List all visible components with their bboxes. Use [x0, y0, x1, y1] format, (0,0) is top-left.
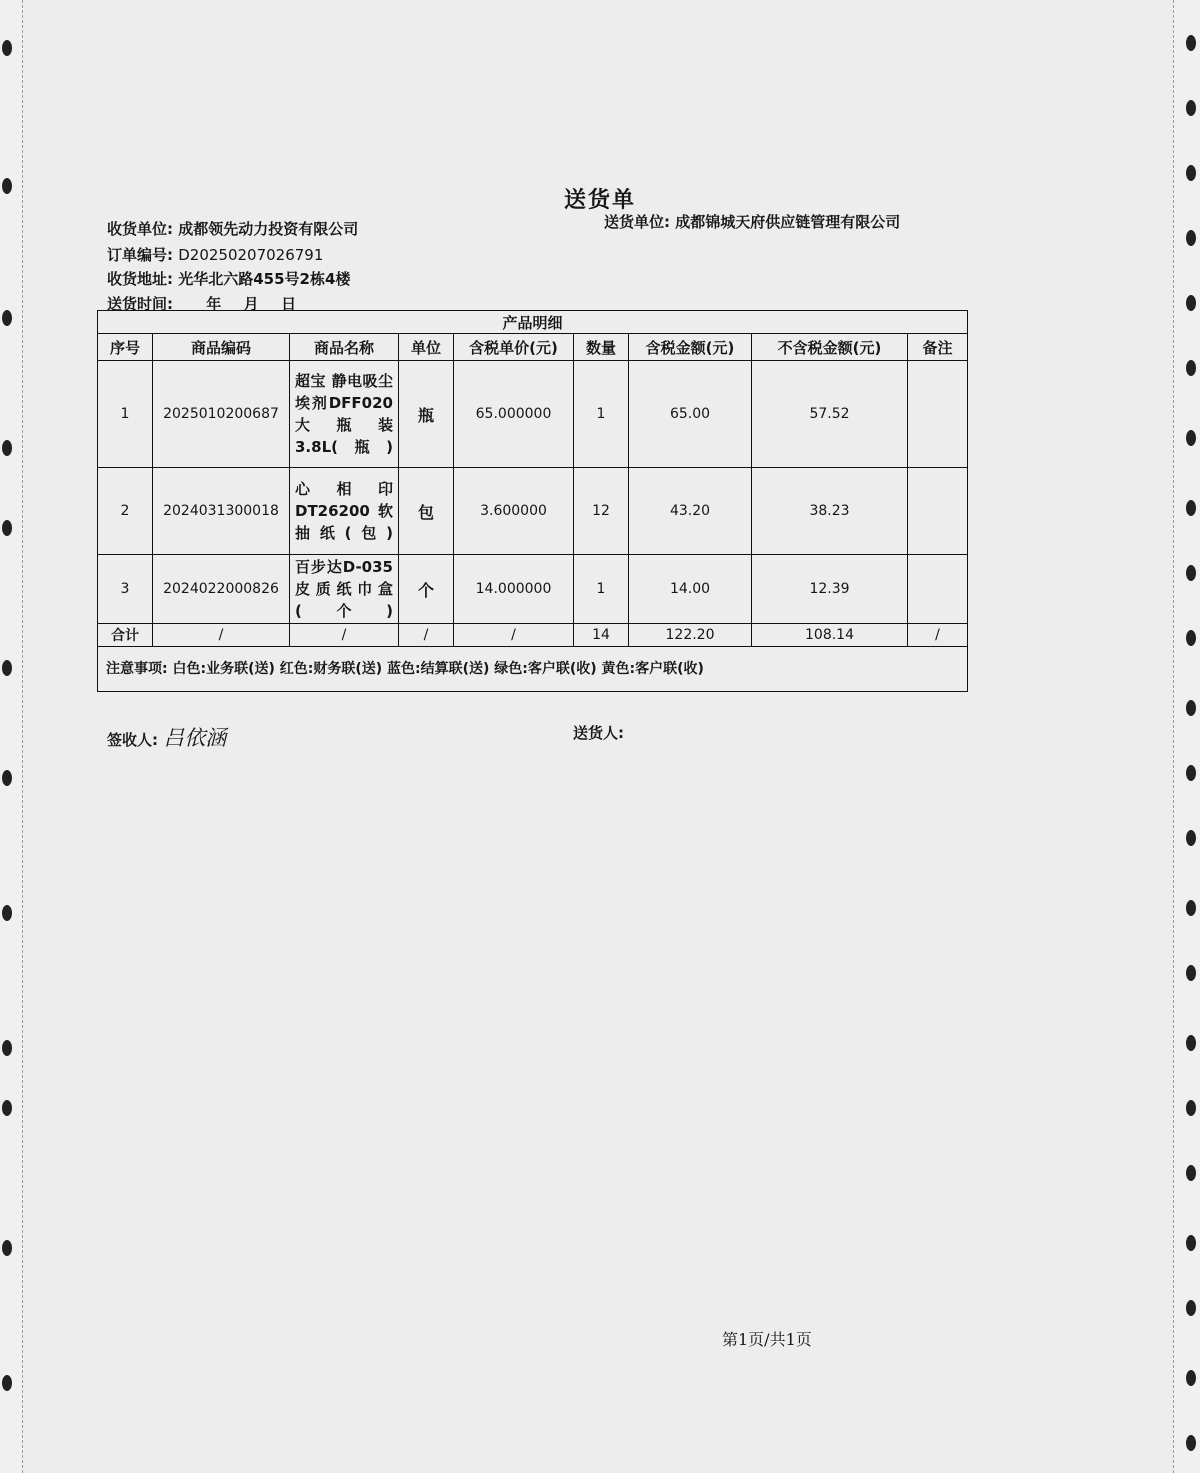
product-unit: 包 [399, 468, 454, 555]
table-section-title: 产品明细 [98, 311, 968, 334]
signer-label: 签收人: [107, 731, 158, 749]
table-row [98, 555, 968, 624]
column-header: 单位 [399, 334, 454, 361]
unit-price: 14.000000 [454, 555, 574, 624]
product-unit: 个 [399, 555, 454, 624]
right-perforated-strip [1173, 0, 1200, 1473]
column-header: 数量 [574, 334, 629, 361]
table-row [98, 468, 968, 555]
total-remark: / [908, 624, 968, 647]
sender-line [604, 211, 900, 232]
total-amount-excl-tax: 108.14 [752, 624, 908, 647]
feed-hole [1186, 100, 1196, 116]
feed-hole [1186, 35, 1196, 51]
unit-price: 3.600000 [454, 468, 574, 555]
feed-hole [2, 310, 12, 326]
feed-hole [2, 660, 12, 676]
product-name: 百步达D-035皮质纸巾盒(个) [290, 555, 399, 624]
feed-hole [1186, 1435, 1196, 1451]
feed-hole [2, 905, 12, 921]
product-code: 2024031300018 [153, 468, 290, 555]
feed-hole [1186, 900, 1196, 916]
receiver-label: 收货单位: [107, 220, 173, 238]
feed-hole [2, 40, 12, 56]
receiver-line [107, 218, 358, 239]
product-name: 心相印DT26200软抽纸(包) [290, 468, 399, 555]
total-unit: / [399, 624, 454, 647]
feed-hole [1186, 1100, 1196, 1116]
remark [908, 555, 968, 624]
quantity: 12 [574, 468, 629, 555]
total-row [98, 624, 968, 647]
feed-hole [1186, 1370, 1196, 1386]
order-line [107, 244, 323, 265]
unit-price: 65.000000 [454, 361, 574, 468]
table-header-row [98, 334, 968, 361]
column-header: 商品名称 [290, 334, 399, 361]
row-number: 2 [98, 468, 153, 555]
quantity: 1 [574, 361, 629, 468]
amount-incl-tax: 14.00 [629, 555, 752, 624]
total-amount-incl-tax: 122.20 [629, 624, 752, 647]
amount-incl-tax: 65.00 [629, 361, 752, 468]
feed-hole [2, 1040, 12, 1056]
feed-hole [1186, 630, 1196, 646]
left-perforated-strip [0, 0, 23, 1473]
feed-hole [1186, 230, 1196, 246]
total-quantity: 14 [574, 624, 629, 647]
feed-hole [1186, 1235, 1196, 1251]
column-header: 备注 [908, 334, 968, 361]
feed-hole [1186, 295, 1196, 311]
document-title: 送货单 [563, 188, 636, 213]
remark [908, 361, 968, 468]
feed-hole [1186, 700, 1196, 716]
address-line [107, 268, 350, 289]
feed-hole [1186, 360, 1196, 376]
column-header: 序号 [98, 334, 153, 361]
signer-line [107, 722, 226, 752]
remark [908, 468, 968, 555]
sender-value: 成都锦城天府供应链管理有限公司 [675, 213, 901, 231]
row-number: 1 [98, 361, 153, 468]
feed-hole [1186, 430, 1196, 446]
amount-excl-tax: 12.39 [752, 555, 908, 624]
feed-hole [2, 1375, 12, 1391]
amount-excl-tax: 57.52 [752, 361, 908, 468]
receiver-value: 成都领先动力投资有限公司 [178, 220, 359, 238]
amount-incl-tax: 43.20 [629, 468, 752, 555]
feed-hole [2, 1100, 12, 1116]
total-label: 合计 [98, 624, 153, 647]
feed-hole [2, 440, 12, 456]
feed-hole [1186, 830, 1196, 846]
feed-hole [1186, 165, 1196, 181]
total-code: / [153, 624, 290, 647]
amount-excl-tax: 38.23 [752, 468, 908, 555]
feed-hole [2, 520, 12, 536]
product-code: 2025010200687 [153, 361, 290, 468]
column-header: 含税金额(元) [629, 334, 752, 361]
product-unit: 瓶 [399, 361, 454, 468]
signer-signature: 吕依涵 [163, 726, 227, 750]
order-number: D20250207026791 [178, 246, 324, 264]
column-header: 不含税金额(元) [752, 334, 908, 361]
product-code: 2024022000826 [153, 555, 290, 624]
feed-hole [1186, 965, 1196, 981]
total-name: / [290, 624, 399, 647]
page-number: 第1页/共1页 [722, 1330, 812, 1349]
feed-hole [1186, 1165, 1196, 1181]
feed-hole [1186, 765, 1196, 781]
sender-label: 送货单位: [604, 213, 670, 231]
product-detail-table [97, 310, 968, 692]
notes-text: 注意事项: 白色:业务联(送) 红色:财务联(送) 蓝色:结算联(送) 绿色:客户联(收) 黄色:客户联(收) [98, 647, 968, 692]
feed-hole [1186, 1035, 1196, 1051]
product-name: 超宝 静电吸尘埃剂DFF020大瓶装 3.8L(瓶) [290, 361, 399, 468]
feed-hole [2, 1240, 12, 1256]
feed-hole [1186, 1300, 1196, 1316]
deliverer-line [573, 722, 624, 743]
notes-row [98, 647, 968, 692]
column-header: 商品编码 [153, 334, 290, 361]
feed-hole [1186, 500, 1196, 516]
address-value: 光华北六路455号2栋4楼 [178, 270, 351, 288]
feed-hole [1186, 565, 1196, 581]
row-number: 3 [98, 555, 153, 624]
deliverer-label: 送货人: [573, 724, 624, 742]
table-row [98, 361, 968, 468]
address-label: 收货地址: [107, 270, 173, 288]
total-price: / [454, 624, 574, 647]
delivery-time-label: 送货时间: [107, 295, 173, 313]
column-header: 含税单价(元) [454, 334, 574, 361]
feed-hole [2, 770, 12, 786]
delivery-time-value: 年 月 日 [206, 295, 297, 313]
quantity: 1 [574, 555, 629, 624]
order-label: 订单编号: [107, 246, 173, 264]
